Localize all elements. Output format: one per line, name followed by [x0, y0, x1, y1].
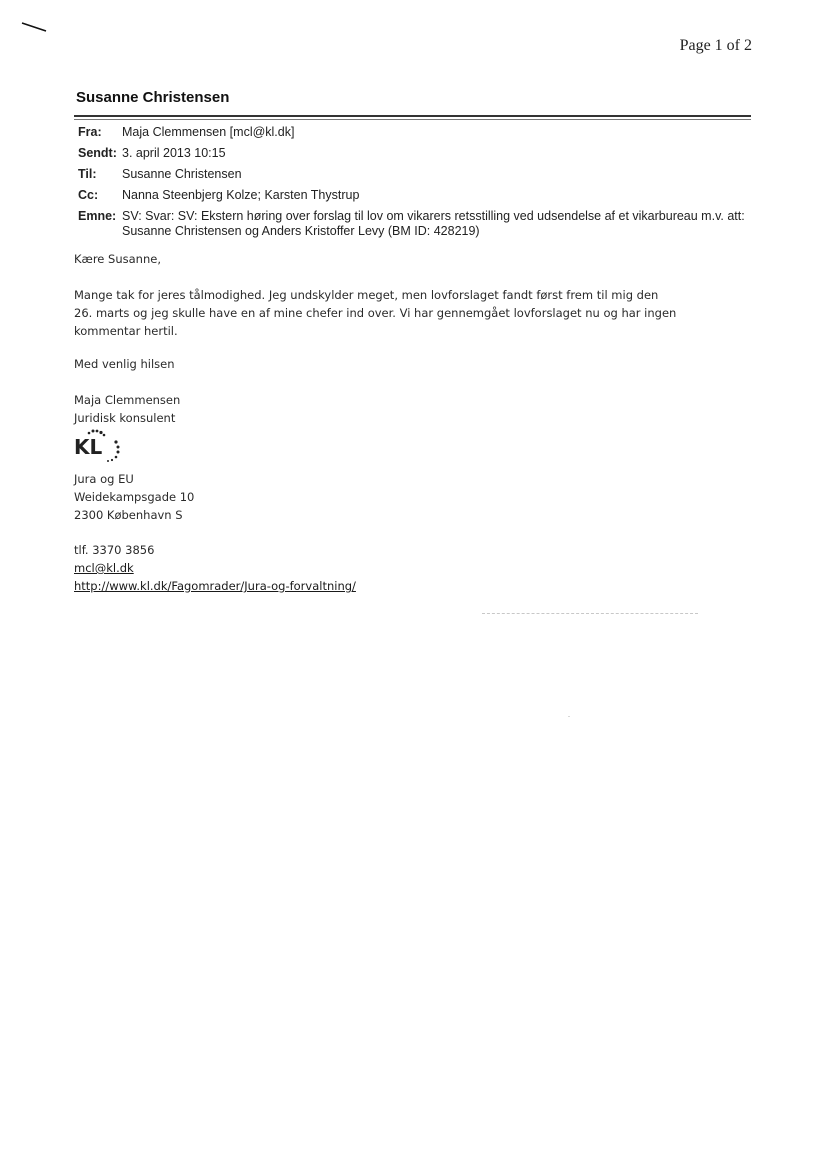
closing: Med venlig hilsen	[74, 357, 175, 371]
signature-title: Juridisk konsulent	[74, 411, 176, 425]
header-label: Cc:	[78, 188, 99, 202]
header-value: Nanna Steenbjerg Kolze; Karsten Thystrup	[122, 188, 360, 202]
header-label: Sendt:	[78, 146, 117, 160]
page-number: Page 1 of 2	[679, 37, 752, 54]
paragraph-line: Mange tak for jeres tålmodighed. Jeg undskylder meget, men lovforslaget fandt først frem til mig den	[74, 288, 659, 302]
phone-number: tlf. 3370 3856	[74, 543, 155, 557]
email-link[interactable]: mcl@kl.dk	[74, 561, 134, 575]
paragraph-line: kommentar hertil.	[74, 324, 178, 338]
email-header-fields	[78, 125, 758, 245]
header-value: SV: Svar: SV: Ekstern høring over forslag til lov om vikarers retsstilling ved udsendelse af et vikarbureau m.v. att: Susanne Christensen og Anders Kristoffer Levy (BM ID: 428219)	[122, 209, 745, 238]
header-field-from	[78, 125, 758, 140]
header-label: Emne:	[78, 209, 117, 223]
message-paragraph	[74, 286, 714, 340]
address-block	[74, 470, 714, 524]
scan-artifact-line	[482, 613, 698, 614]
header-divider	[74, 115, 751, 117]
header-value: Maja Clemmensen [mcl@kl.dk]	[122, 125, 295, 139]
header-value: Susanne Christensen	[122, 167, 242, 181]
sender-heading: Susanne Christensen	[76, 89, 230, 106]
header-field-cc	[78, 188, 758, 203]
department: Jura og EU	[74, 472, 134, 486]
signature-block	[74, 391, 714, 427]
pen-stroke-mark	[20, 20, 48, 34]
header-label: Til:	[78, 167, 97, 181]
street-address: Weidekampsgade 10	[74, 490, 195, 504]
kl-logo	[72, 428, 124, 466]
contact-block	[74, 541, 714, 595]
scan-artifact-dot	[568, 716, 570, 717]
header-field-sent	[78, 146, 758, 161]
website-link[interactable]: http://www.kl.dk/Fagomrader/Jura-og-forvaltning/	[74, 579, 356, 593]
city-address: 2300 København S	[74, 508, 183, 522]
header-divider-thin	[74, 119, 751, 120]
logo-text: KL	[74, 435, 103, 459]
signature-name: Maja Clemmensen	[74, 393, 181, 407]
header-value: 3. april 2013 10:15	[122, 146, 226, 160]
header-label: Fra:	[78, 125, 102, 139]
header-field-to	[78, 167, 758, 182]
greeting: Kære Susanne,	[74, 252, 161, 266]
paragraph-line: 26. marts og jeg skulle have en af mine chefer ind over. Vi har gennemgået lovforslaget nu og har ingen	[74, 306, 677, 320]
header-field-subject	[78, 209, 758, 239]
